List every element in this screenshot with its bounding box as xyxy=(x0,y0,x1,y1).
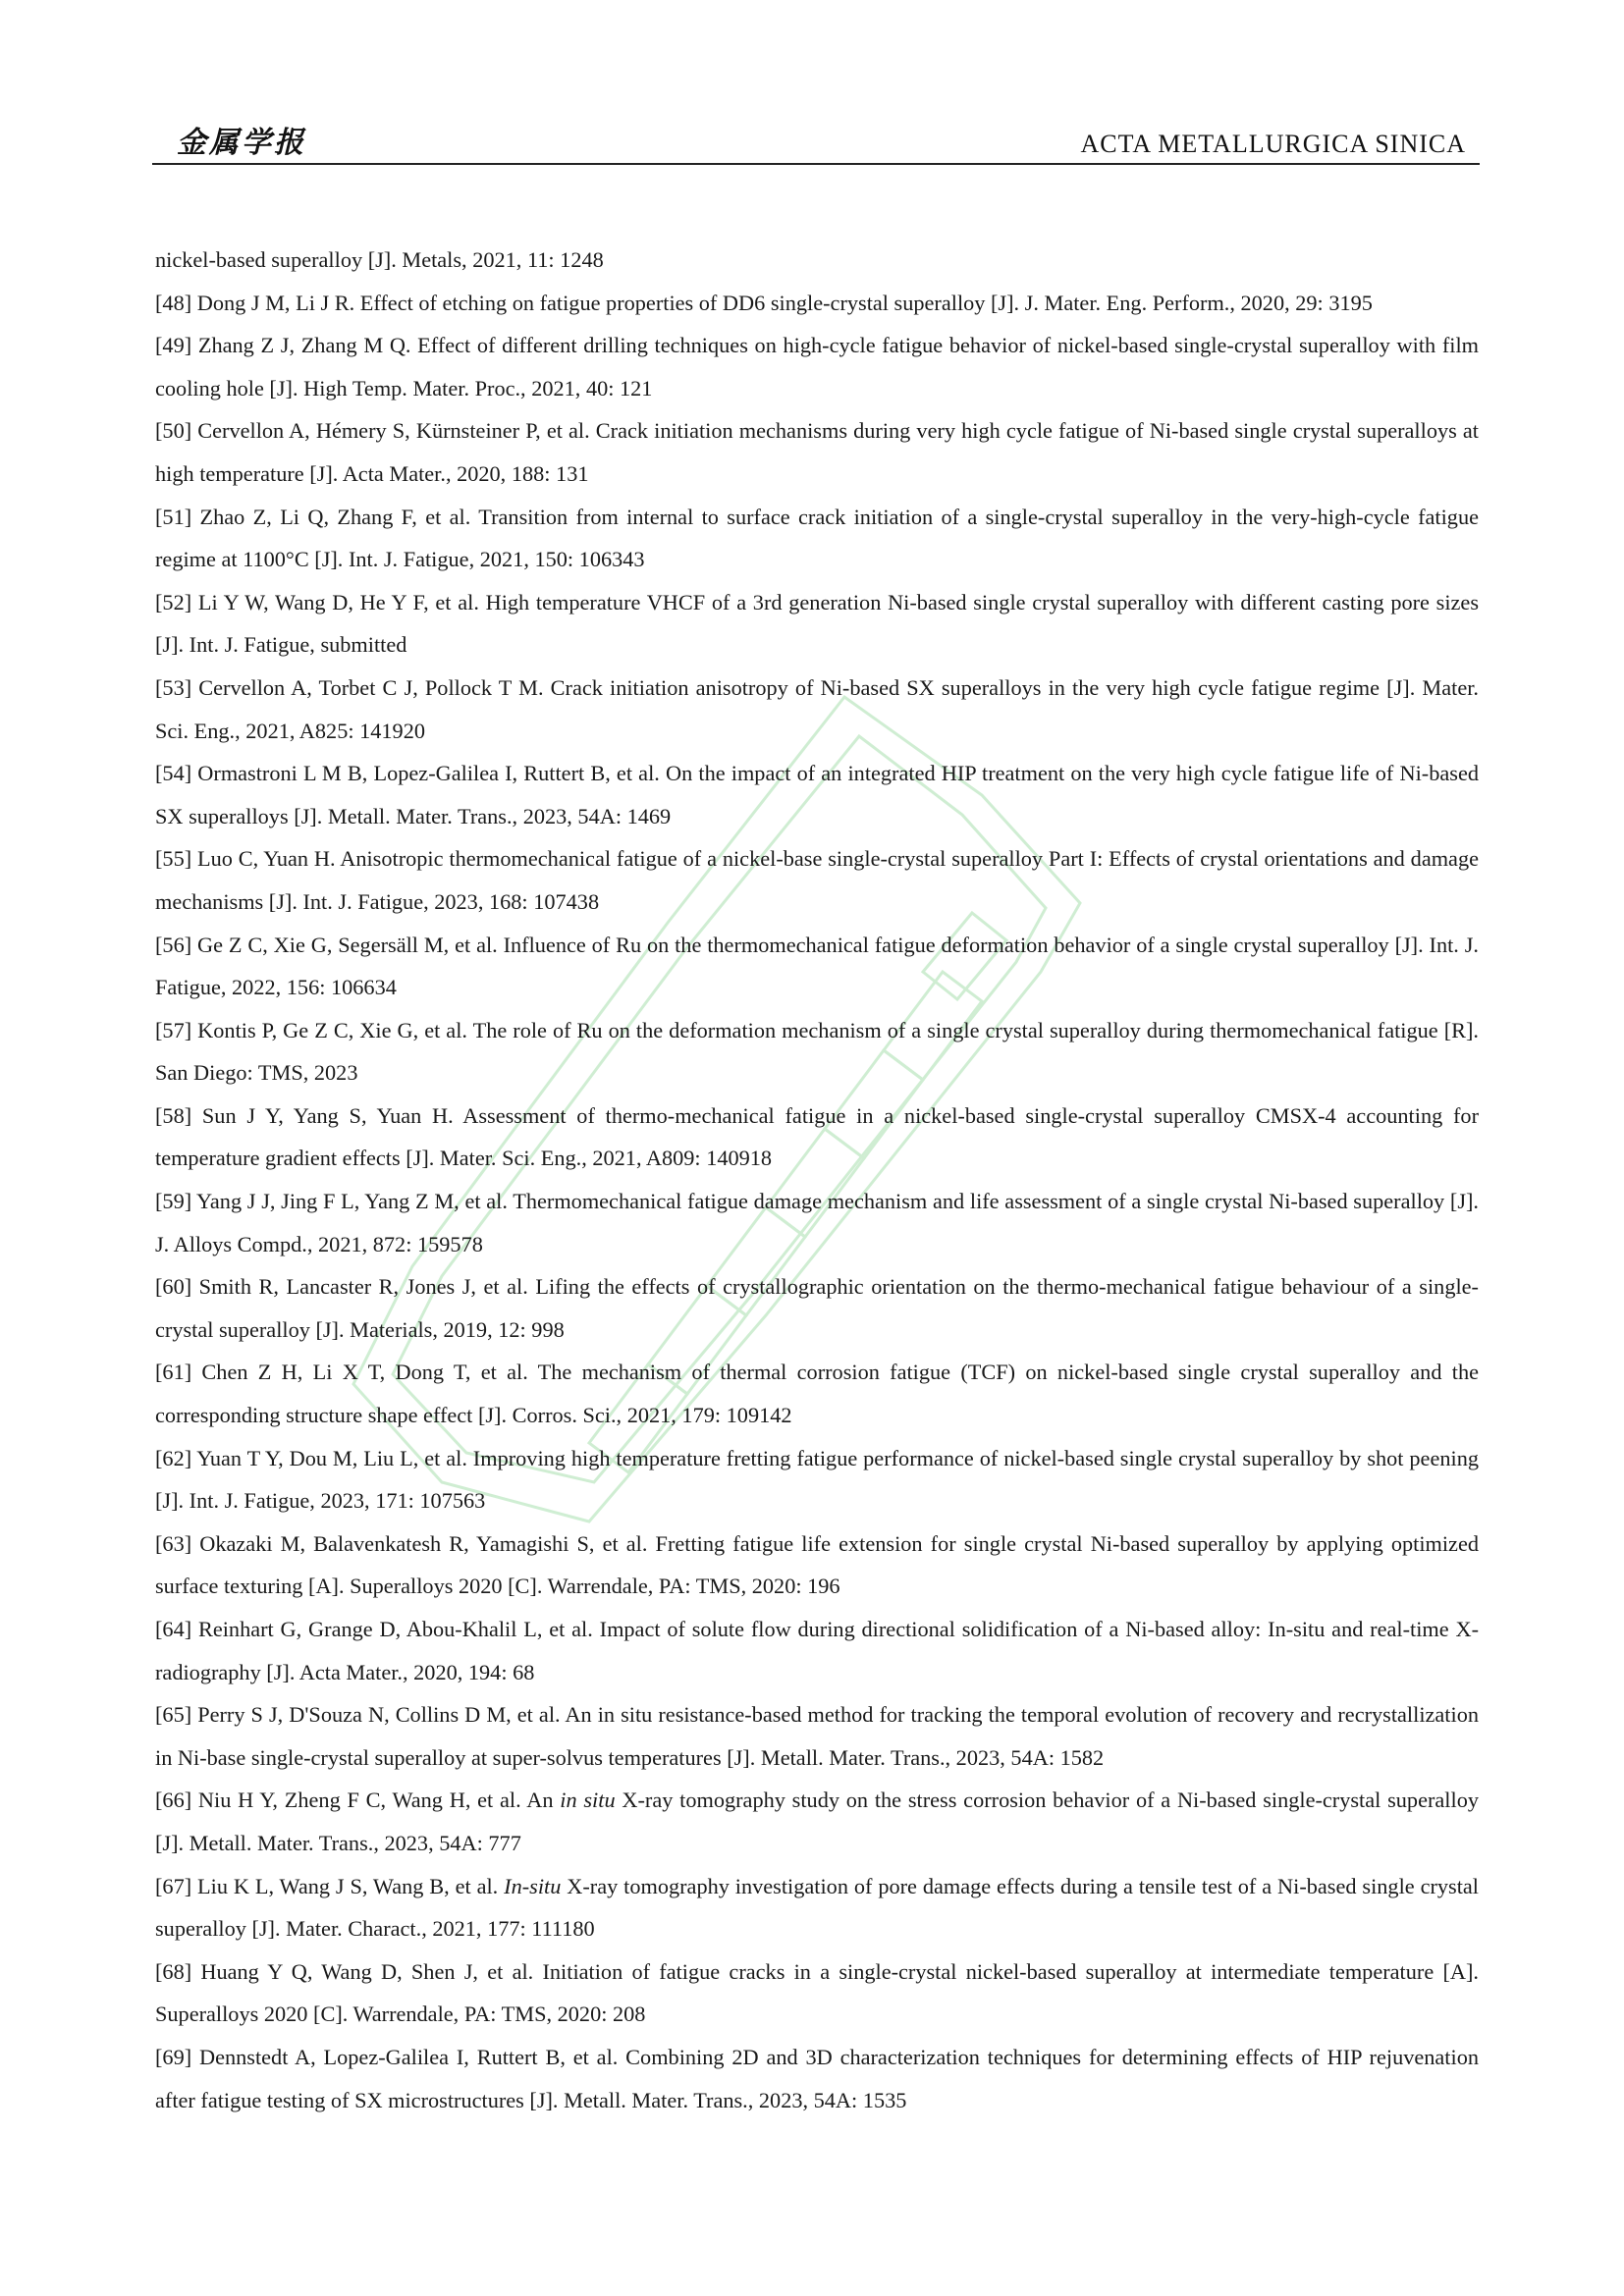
reference-item: [57] Kontis P, Ge Z C, Xie G, et al. The role of Ru on the deformation mechanism of a single crystal superalloy during thermomechanical fatigue [R]. San Diego: TMS, 2023 xyxy=(155,1017,1479,1086)
reference-list xyxy=(155,239,1479,2121)
reference-italic-term: In-situ xyxy=(504,1873,562,1898)
journal-logo: 金属学报 xyxy=(177,126,306,160)
reference-item: [51] Zhao Z, Li Q, Zhang F, et al. Transition from internal to surface crack initiation of a single-crystal superalloy in the very-high-cycle fatigue regime at 1100°C [J]. Int. J. Fatigue, 2021, 150: 106343 xyxy=(155,504,1479,572)
reference-item: [59] Yang J J, Jing F L, Yang Z M, et al. Thermomechanical fatigue damage mechanism and life assessment of a single crystal Ni-based superalloy [J]. J. Alloys Compd., 2021, 872: 159578 xyxy=(155,1189,1479,1256)
reference-item: [53] Cervellon A, Torbet C J, Pollock T M. Crack initiation anisotropy of Ni-based SX superalloys in the very high cycle fatigue regime [J]. Mater. Sci. Eng., 2021, A825: 141920 xyxy=(155,674,1479,743)
reference-item: [60] Smith R, Lancaster R, Jones J, et al. Lifing the effects of crystallographic orientation on the thermo-mechanical fatigue behaviour of a single-crystal superalloy [J]. Materials, 2019, 12: 998 xyxy=(155,1274,1479,1342)
reference-item: nickel-based superalloy [J]. Metals, 2021, 11: 1248 xyxy=(155,247,604,272)
page-header xyxy=(152,110,1480,165)
reference-item xyxy=(155,1865,1479,1950)
reference-item: [62] Yuan T Y, Dou M, Liu L, et al. Improving high temperature fretting fatigue performance of nickel-based single crystal superalloy by shot peening [J]. Int. J. Fatigue, 2023, 171: 107563 xyxy=(155,1445,1479,1514)
journal-name: ACTA METALLURGICA SINICA xyxy=(1080,130,1466,158)
reference-text: X-ray tomography investigation of pore damage effects during a tensile test of a Ni-based single crystal superalloy [J]. Mater. Charact., 2021, 177: 111180 xyxy=(155,1873,1479,1942)
reference-text: X-ray tomography study on the stress corrosion behavior of a Ni-based single-crystal superalloy [J]. Metall. Mater. Trans., 2023, 54A: 777 xyxy=(155,1788,1479,1855)
reference-item: [58] Sun J Y, Yang S, Yuan H. Assessment of thermo-mechanical fatigue in a nickel-based single-crystal superalloy CMSX-4 accounting for temperature gradient effects [J]. Mater. Sci. Eng., 2021, A809: 140918 xyxy=(155,1102,1479,1171)
reference-item: [48] Dong J M, Li J R. Effect of etching on fatigue properties of DD6 single-crystal superalloy [J]. J. Mater. Eng. Perform., 2020, 29: 3195 xyxy=(155,290,1373,315)
reference-item: [65] Perry S J, D'Souza N, Collins D M, et al. An in situ resistance-based method for tracking the temporal evolution of recovery and recrystallization in Ni-base single-crystal superalloy at super-solvus temperatures [J]. Metall. Mater. Trans., 2023, 54A: 1582 xyxy=(155,1702,1479,1770)
reference-item: [56] Ge Z C, Xie G, Segersäll M, et al. Influence of Ru on the thermomechanical fatigue deformation behavior of a single crystal superalloy [J]. Int. J. Fatigue, 2022, 156: 106634 xyxy=(155,932,1479,1000)
reference-item: [61] Chen Z H, Li X T, Dong T, et al. The mechanism of thermal corrosion fatigue (TCF) on nickel-based single crystal superalloy and the corresponding structure shape effect [J]. Corros. Sci., 2021, 179: 109142 xyxy=(155,1360,1479,1428)
reference-text: [67] Liu K L, Wang J S, Wang B, et al. xyxy=(155,1873,505,1898)
reference-item: [69] Dennstedt A, Lopez-Galilea I, Ruttert B, et al. Combining 2D and 3D characterization techniques for determining effects of HIP rejuvenation after fatigue testing of SX microstructures [J]. Metall. Mater. Trans., 2023, 54A: 1535 xyxy=(155,2044,1479,2112)
reference-italic-term: in situ xyxy=(560,1788,616,1813)
reference-item: [50] Cervellon A, Hémery S, Kürnsteiner P, et al. Crack initiation mechanisms during very high cycle fatigue of Ni-based single crystal superalloys at high temperature [J]. Acta Mater., 2020, 188: 131 xyxy=(155,418,1479,486)
reference-text: [66] Niu H Y, Zheng F C, Wang H, et al. An xyxy=(155,1788,561,1813)
reference-item: [52] Li Y W, Wang D, He Y F, et al. High temperature VHCF of a 3rd generation Ni-based single crystal superalloy with different casting pore sizes [J]. Int. J. Fatigue, submitted xyxy=(155,589,1479,658)
reference-item: [49] Zhang Z J, Zhang M Q. Effect of different drilling techniques on high-cycle fatigue behavior of nickel-based single-crystal superalloy with film cooling hole [J]. High Temp. Mater. Proc., 2021, 40: 121 xyxy=(155,333,1479,400)
reference-item: [63] Okazaki M, Balavenkatesh R, Yamagishi S, et al. Fretting fatigue life extension for single crystal Ni-based superalloy by applying optimized surface texturing [A]. Superalloys 2020 [C]. Warrendale, PA: TMS, 2020: 196 xyxy=(155,1530,1479,1599)
reference-item: [55] Luo C, Yuan H. Anisotropic thermomechanical fatigue of a nickel-base single-crystal superalloy Part I: Effects of crystal orientations and damage mechanisms [J]. Int. J. Fatigue, 2023, 168: 107438 xyxy=(155,846,1479,914)
reference-item: [64] Reinhart G, Grange D, Abou-Khalil L, et al. Impact of solute flow during directional solidification of a Ni-based alloy: In-situ and real-time X-radiography [J]. Acta Mater., 2020, 194: 68 xyxy=(155,1617,1479,1684)
reference-item: [54] Ormastroni L M B, Lopez-Galilea I, Ruttert B, et al. On the impact of an integrated HIP treatment on the very high cycle fatigue life of Ni-based SX superalloys [J]. Metall. Mater. Trans., 2023, 54A: 1469 xyxy=(155,761,1479,828)
reference-item: [68] Huang Y Q, Wang D, Shen J, et al. Initiation of fatigue cracks in a single-crystal nickel-based superalloy at intermediate temperature [A]. Superalloys 2020 [C]. Warrendale, PA: TMS, 2020: 208 xyxy=(155,1958,1479,2027)
reference-item xyxy=(155,1779,1479,1864)
